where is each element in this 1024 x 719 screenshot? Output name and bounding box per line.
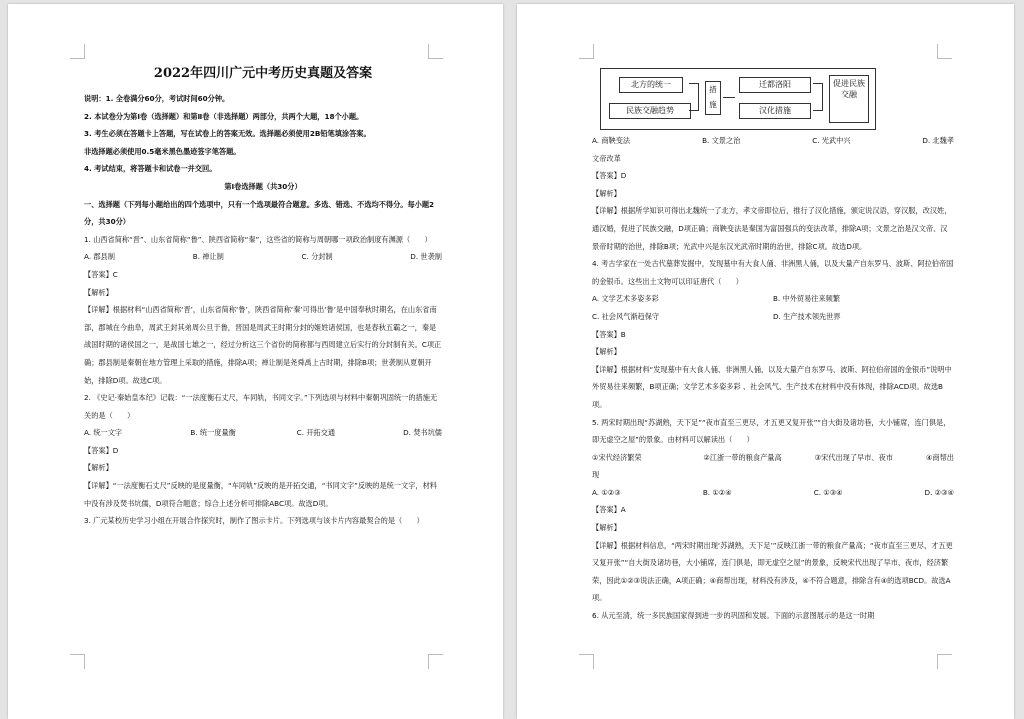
answer: 【答案】A (592, 505, 626, 515)
item: ①宋代经济繁荣 (592, 452, 642, 462)
question-stem: 3. 广元某校历史学习小组在开展合作探究时，制作了图示卡片。下列选项与该卡片内容最契合的是（ ） (84, 516, 424, 526)
option: A. ①②③ (592, 487, 621, 497)
option: D. 世袭制 (410, 252, 442, 262)
note-line: 非选择题必须使用0.5毫米黑色墨迹签字笔答题。 (84, 146, 241, 156)
option: D. ②③④ (924, 487, 954, 497)
document-title: 2022年四川广元中考历史真题及答案 (153, 66, 373, 81)
crop-mark (579, 44, 594, 59)
question-options (84, 424, 442, 442)
option: D. 焚书坑儒 (403, 428, 442, 438)
question-options (592, 132, 954, 150)
crop-mark (70, 654, 85, 669)
analysis-detail: 【详解】根据所学知识可得出北魏统一了北方，孝文帝即位后，推行了汉化措施，颁定说汉语，穿汉服，改汉姓，通汉婚，促进了民族交融，D项正确；商鞅变法是秦国为富国强兵的变法改革，排除A项；文景之治是汉文帝、汉景帝时期的治世，排除B项；光武中兴是东汉光武帝时期的治世，排除C项。故选D项。 (592, 206, 952, 251)
item-continuation: 现 (592, 470, 600, 480)
question-options (592, 308, 954, 326)
answer: 【答案】C (84, 269, 118, 279)
diagram-connector (723, 97, 735, 98)
analysis-detail: 【详解】根据材料信息，“两宋时期出现‘苏湖熟，天下足’”反映江浙一带的粮食产量高；“夜市直至三更尽，才五更又复开张”“自大街及诸坊巷，大小铺席，连门俱是，即无虚空之屋”的景象，反映宋代出现了早市、夜市，经济繁荣，因此①②③说法正确，A项正确；④商帮出现，材料没有涉及，④不符合题意，排除含有④的选项BCD。故选A项。 (592, 540, 953, 603)
crop-mark (579, 654, 594, 669)
item: ②江浙一带的粮食产量高 (703, 452, 782, 462)
page-text (84, 64, 442, 530)
question-items (592, 449, 954, 467)
crop-mark (428, 44, 443, 59)
item: ③宋代出现了早市、夜市 (814, 452, 893, 462)
note-line: 2. 本试卷分为第Ⅰ卷（选择题）和第Ⅱ卷（非选择题）两部分，共两个大题，18个小题。 (84, 111, 364, 121)
question-stem: 1. 山西省简称“晋”、山东省简称“鲁”、陕西省简称“秦”，这些省的简称与周朝哪一项政治制度有渊源（ ） (84, 234, 432, 244)
diagram-connector (822, 83, 823, 111)
option: B. 文景之治 (702, 136, 741, 145)
option: B. 禅让制 (192, 252, 224, 262)
question-options (592, 484, 954, 502)
question-stem: 2. 《史记·秦始皇本纪》记载：“一法度衡石丈尺，车同轨，书同文字。”下列选项与材料中秦朝巩固统一的措施无关的是（ ） (84, 393, 438, 420)
option: C. 光武中兴 (812, 136, 851, 145)
answer: 【答案】D (84, 445, 119, 455)
analysis-label: 【解析】 (84, 463, 113, 473)
note-line: 说明：1. 全卷满分60分，考试时间60分钟。 (84, 94, 230, 103)
diagram-connector (698, 83, 699, 111)
analysis-label: 【解析】 (592, 347, 621, 357)
option: C. 分封制 (301, 252, 333, 262)
crop-mark (937, 654, 952, 669)
crop-mark (428, 654, 443, 669)
question-options (84, 248, 442, 266)
analysis-label: 【解析】 (592, 523, 621, 533)
answer: 【答案】D (592, 171, 627, 181)
crop-mark (937, 44, 952, 59)
document-page-right (517, 4, 1014, 719)
page-text (592, 132, 954, 625)
document-page-left (8, 4, 503, 719)
option: B. 中外贸易往来频繁 (773, 294, 841, 304)
item: ④商帮出 (925, 452, 954, 462)
question-stem: 6. 从元至清，统一多民族国家得到进一步的巩固和发展。下面的示意图展示的是这一时期 (592, 611, 875, 621)
flow-diagram (600, 68, 876, 130)
question-stem: 4. 考古学家在一处古代墓葬发掘中，发现墓中有大食人俑、非洲黑人俑，以及大量产自东罗马、波斯、阿拉伯帝国的金银币。这些出土文物可以印证唐代（ ） (592, 259, 954, 286)
question-stem: 5. 两宋时期出现“苏湖熟，天下足”“夜市直至三更尽，才五更又复开张”“自大街及诸坊巷，大小铺席，连门俱是，即无虚空之屋”的景象。由材料可以解读出（ ） (592, 417, 951, 445)
analysis-detail: 【详解】“一法度衡石丈尺”反映的是度量衡，“车同轨”反映的是开拓交通，“书同文字”反映的是统一文字，材料中没有涉及焚书坑儒，D项符合题意；综合上述分析可排除ABC项。故选D项。 (84, 481, 437, 508)
analysis-detail: 【详解】根据材料“山西省简称‘晋’，山东省简称‘鲁’，陕西省简称‘秦’可得出‘鲁’是中国奉秋时期名，在山东省南部，郡城在今曲阜，周武王封其弟周公旦于鲁，晋国是周武王时期分封的姬姓诸侯国，也是春秋五霸之一，秦是战国时期的诸侯国之一，是战国七雄之一，经过分析这三个省份的简称都与西周建立后实行的分封制有关。C项正确；郡县制是秦朝在地方管理上采取的措施，排除A项；禅让制是尧舜禹上古时期，排除B项；世袭制从夏朝开始，排除D项。故选C项。 (84, 305, 442, 385)
option: C. ①③④ (813, 487, 843, 497)
option-continuation: 文帝改革 (592, 153, 621, 163)
analysis-label: 【解析】 (592, 188, 621, 198)
option: B. 统一度量衡 (190, 428, 236, 438)
diagram-box: 汉化措施 (739, 103, 811, 119)
section-title: 第Ⅰ卷选择题（共30分） (224, 181, 302, 191)
crop-mark (70, 44, 85, 59)
section-description: 一、选择题（下列每小题给出的四个选项中，只有一个选项最符合题意。多选、错选、不选均不得分。每小题2分，共30分） (84, 199, 435, 227)
answer: 【答案】B (592, 329, 626, 339)
diagram-box: 民族交融趋势 (609, 103, 691, 119)
option: C. 社会风气渐趋保守 (592, 311, 660, 321)
diagram-box: 迁都洛阳 (739, 77, 811, 93)
option: C. 开拓交通 (296, 428, 336, 438)
analysis-label: 【解析】 (84, 287, 113, 297)
option: B. ①②④ (702, 487, 732, 497)
analysis-detail: 【详解】根据材料“发现墓中有大食人俑、非洲黑人俑，以及大量产自东罗马、波斯、阿拉伯帝国的金银币”说明中外贸易往来频繁，B项正确；文学艺术多姿多彩 、社会风气、生产技术在材料中没有体现，排除ACD项。故选B项。 (592, 364, 952, 409)
diagram-box: 北方的统一 (619, 77, 683, 93)
option: A. 文学艺术多姿多彩 (592, 294, 659, 304)
diagram-box: 措施 (705, 81, 721, 115)
option: D. 生产技术领先世界 (773, 311, 841, 321)
diagram-box: 促进民族交融 (829, 75, 869, 123)
note-line: 3. 考生必须在答题卡上答题，写在试卷上的答案无效。选择题必须使用2B铅笔填涂答案。 (84, 129, 371, 139)
note-line: 4. 考试结束，将答题卡和试卷一并交回。 (84, 164, 217, 174)
question-options (592, 290, 954, 308)
option: D. 北魏孝 (922, 136, 954, 145)
option: A. 郡县制 (84, 252, 115, 262)
option: A. 商鞅变法 (592, 136, 631, 145)
option: A. 统一文字 (84, 428, 123, 438)
